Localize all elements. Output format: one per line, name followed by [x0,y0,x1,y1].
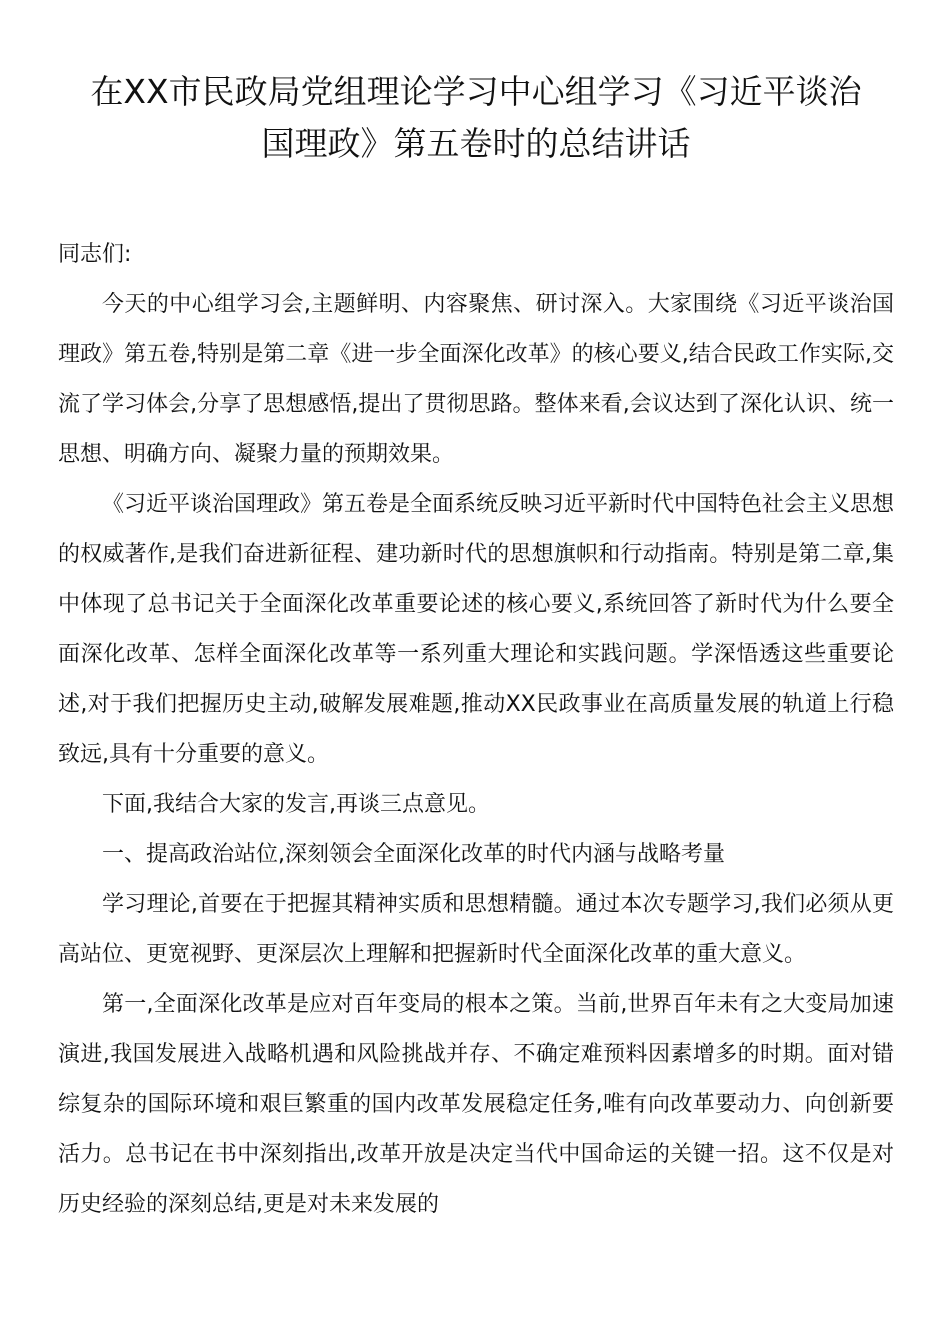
paragraph-study-theory: 学习理论,首要在于把握其精神实质和思想精髓。通过本次专题学习,我们必须从更高站位、更宽视野、更深层次上理解和把握新时代全面深化改革的重大意义。 [58,892,894,967]
document-title [58,66,894,170]
paragraph-transition: 下面,我结合大家的发言,再谈三点意见。 [102,792,490,817]
paragraph-book-significance: 《习近平谈治国理政》第五卷是全面系统反映习近平新时代中国特色社会主义思想的权威著作,是我们奋进新征程、建功新时代的思想旗帜和行动指南。特别是第二章,集中体现了总书记关于全面深化改革重要论述的核心要义,系统回答了新时代为什么要全面深化改革、怎样全面深化改革等一系列重大理论和实践问题。学深悟透这些重要论述,对于我们把握历史主动,破解发展难题,推动XX民政事业在高质量发展的轨道上行稳致远,具有十分重要的意义。 [58,492,895,767]
title-line-2: 国理政》第五卷时的总结讲话 [261,124,691,163]
salutation: 同志们: [58,242,132,267]
document-page [58,66,894,1230]
section-heading-1: 一、提高政治站位,深刻领会全面深化改革的时代内涵与战略考量 [102,842,725,867]
paragraph-opening: 今天的中心组学习会,主题鲜明、内容聚焦、研讨深入。大家围绕《习近平谈治国理政》第五卷,特别是第二章《进一步全面深化改革》的核心要义,结合民政工作实际,交流了学习体会,分享了思想感悟,提出了贯彻思路。整体来看,会议达到了深化认识、统一思想、明确方向、凝聚力量的预期效果。 [58,292,894,467]
document-body [58,230,894,1230]
title-line-1: 在XX市民政局党组理论学习中心组学习《习近平谈治 [90,72,862,111]
paragraph-first-point: 第一,全面深化改革是应对百年变局的根本之策。当前,世界百年未有之大变局加速演进,我国发展进入战略机遇和风险挑战并存、不确定难预料因素增多的时期。面对错综复杂的国际环境和艰巨繁重的国内改革发展稳定任务,唯有向改革要动力、向创新要活力。总书记在书中深刻指出,改革开放是决定当代中国命运的关键一招。这不仅是对历史经验的深刻总结,更是对未来发展的 [58,992,894,1217]
